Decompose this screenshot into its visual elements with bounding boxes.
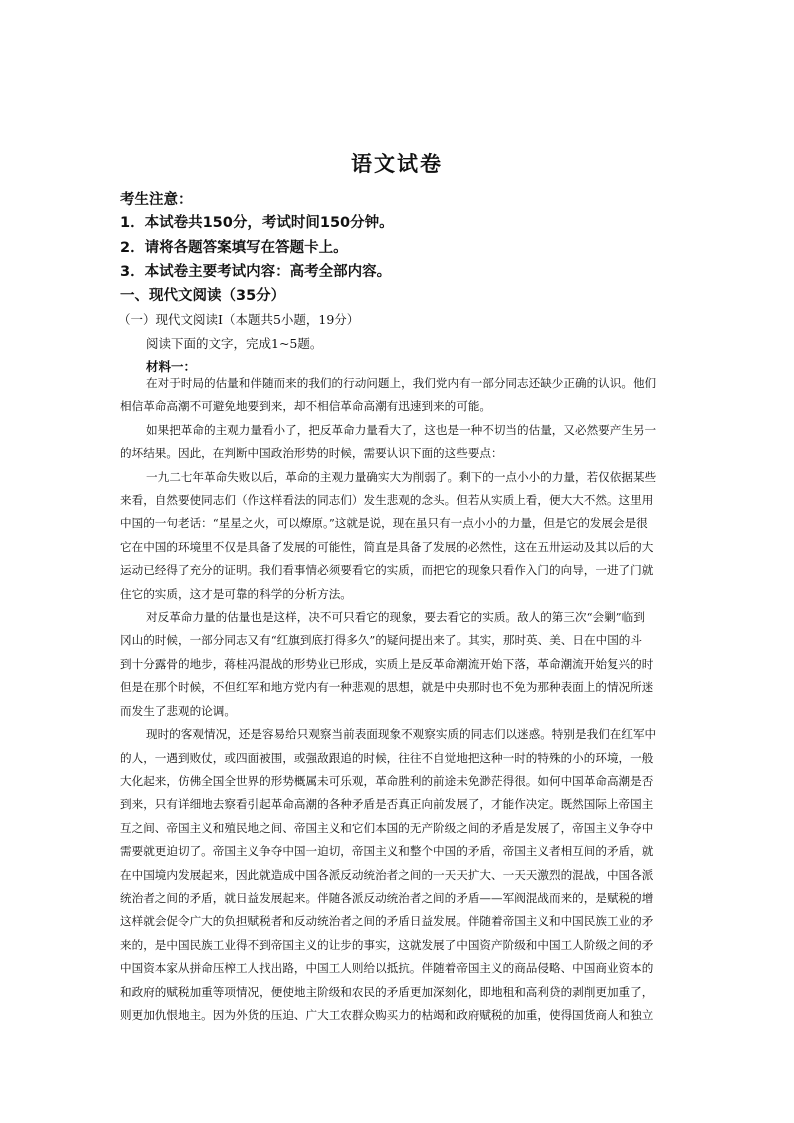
passage-line: 和政府的赋税加重等项情况，便使地主阶级和农民的矛盾更加深刻化，即地租和高利贷的剥削更加重了， xyxy=(120,984,654,999)
passage-line: 需要就更迫切了。帝国主义争夺中国一迫切，帝国主义和整个中国的矛盾，帝国主义者相互间的矛盾，就 xyxy=(120,844,654,859)
passage-line: 互之间、帝国主义和殖民地之间、帝国主义和它们本国的无产阶级之间的矛盾是发展了，帝国主义争夺中 xyxy=(120,820,654,835)
passage-line: 冈山的时候，一部分同志又有“红旗到底打得多久”的疑问提出来了。其实，那时英、美、日在中国的斗 xyxy=(120,633,642,648)
passage-line: 来的，是中国民族工业得不到帝国主义的让步的事实，这就发展了中国资产阶级和中国工人阶级之间的矛 xyxy=(120,937,654,952)
passage-line: 在中国境内发展起来，因此就造成中国各派反动统治者之间的一天天扩大、一天天激烈的混战，中国各派 xyxy=(120,867,654,882)
passage-line: 统治者之间的矛盾，就日益发展起来。伴随各派反动统治者之间的矛盾——军阀混战而来的，是赋税的增 xyxy=(120,890,654,905)
passage-line: 来看，自然要使同志们（作这样看法的同志们）发生悲观的念头。但若从实质上看，便大大不然。这里用 xyxy=(120,493,654,508)
passage-line: 运动已经得了充分的证明。我们看事情必须要看它的实质，而把它的现象只看作入门的向导，一进了门就 xyxy=(120,563,654,578)
reading-instruction: 阅读下面的文字，完成1~5题。 xyxy=(146,336,323,351)
passage-line: 住它的实质，这才是可靠的科学的分析方法。 xyxy=(120,586,352,601)
material-label: 材料一： xyxy=(146,359,197,374)
passage-line: 它在中国的环境里不仅是具备了发展的可能性，简直是具备了发展的必然性，这在五卅运动及其以后的大 xyxy=(120,539,654,554)
page-title: 语文试卷 xyxy=(351,152,443,176)
passage-line: 中国的一句老话：“星星之火，可以燎原。”这就是说，现在虽只有一点小小的力量，但是它的发展会是很 xyxy=(120,516,648,531)
passage-line: 大化起来，仿佛全国全世界的形势概属未可乐观，革命胜利的前途未免渺茫得很。如何中国革命高潮是否 xyxy=(120,773,654,788)
passage-line: 这样就会促令广大的负担赋税者和反动统治者之间的矛盾日益发展。伴随着帝国主义和中国民族工业的矛 xyxy=(120,914,654,929)
passage-line: 现时的客观情况，还是容易给只观察当前表面现象不观察实质的同志们以迷惑。特别是我们在红军中 xyxy=(146,727,657,742)
passage-line: 的人，一遇到败仗，或四面被围，或强敌跟追的时候，往往不自觉地把这种一时的特殊的小的环境，一般 xyxy=(120,750,654,765)
passage-line: 在对于时局的估量和伴随而来的我们的行动问题上，我们党内有一部分同志还缺少正确的认识。他们 xyxy=(146,376,657,390)
passage-line: 的坏结果。因此，在判断中国政治形势的时候，需要认识下面的这些要点： xyxy=(120,446,503,461)
passage-line: 相信革命高潮不可避免地要到来，却不相信革命高潮有迅速到来的可能。 xyxy=(120,399,492,414)
passage-line: 对反革命力量的估量也是这样，决不可只看它的现象，要去看它的实质。敌人的第三次“会剿”临到 xyxy=(146,610,645,625)
passage-line: 中国资本家从拼命压榨工人找出路，中国工人则给以抵抗。伴随着帝国主义的商品侵略、中国商业资本的 xyxy=(120,961,654,976)
notice-item: 2．请将各题答案填写在答题卡上。 xyxy=(120,240,348,256)
passage-line: 则更加仇恨地主。因为外货的压迫、广大工农群众购买力的枯竭和政府赋税的加重，使得国货商人和独立 xyxy=(120,1007,654,1022)
passage-line: 但是在那个时候，不但红军和地方党内有一种悲观的思想，就是中央那时也不免为那种表面上的情况所迷 xyxy=(120,680,654,695)
section-heading: 一、现代文阅读（35分） xyxy=(120,288,286,304)
section-subheading: （一）现代文阅读Ⅰ（本题共5小题，19分） xyxy=(118,312,360,327)
passage-line: 一九二七年革命失败以后，革命的主观力量确实大为削弱了。剩下的一点小小的力量，若仅依据某些 xyxy=(146,469,657,484)
passage-line: 而发生了悲观的论调。 xyxy=(120,703,236,718)
notice-item: 3．本试卷主要考试内容：高考全部内容。 xyxy=(120,264,392,280)
notice-heading: 考生注意： xyxy=(120,192,193,208)
passage-body xyxy=(120,372,740,1027)
notice-item: 1．本试卷共150分，考试时间150分钟。 xyxy=(120,215,394,231)
passage-line: 到十分露骨的地步，蒋桂冯混战的形势业已形成，实质上是反革命潮流开始下落，革命潮流开始复兴的时 xyxy=(120,656,654,671)
passage-line: 如果把革命的主观力量看小了，把反革命力量看大了，这也是一种不切当的估量，又必然要产生另一 xyxy=(146,422,657,437)
passage-line: 到来，只有详细地去察看引起革命高潮的各种矛盾是否真正向前发展了，才能作决定。既然国际上帝国主 xyxy=(120,797,654,812)
